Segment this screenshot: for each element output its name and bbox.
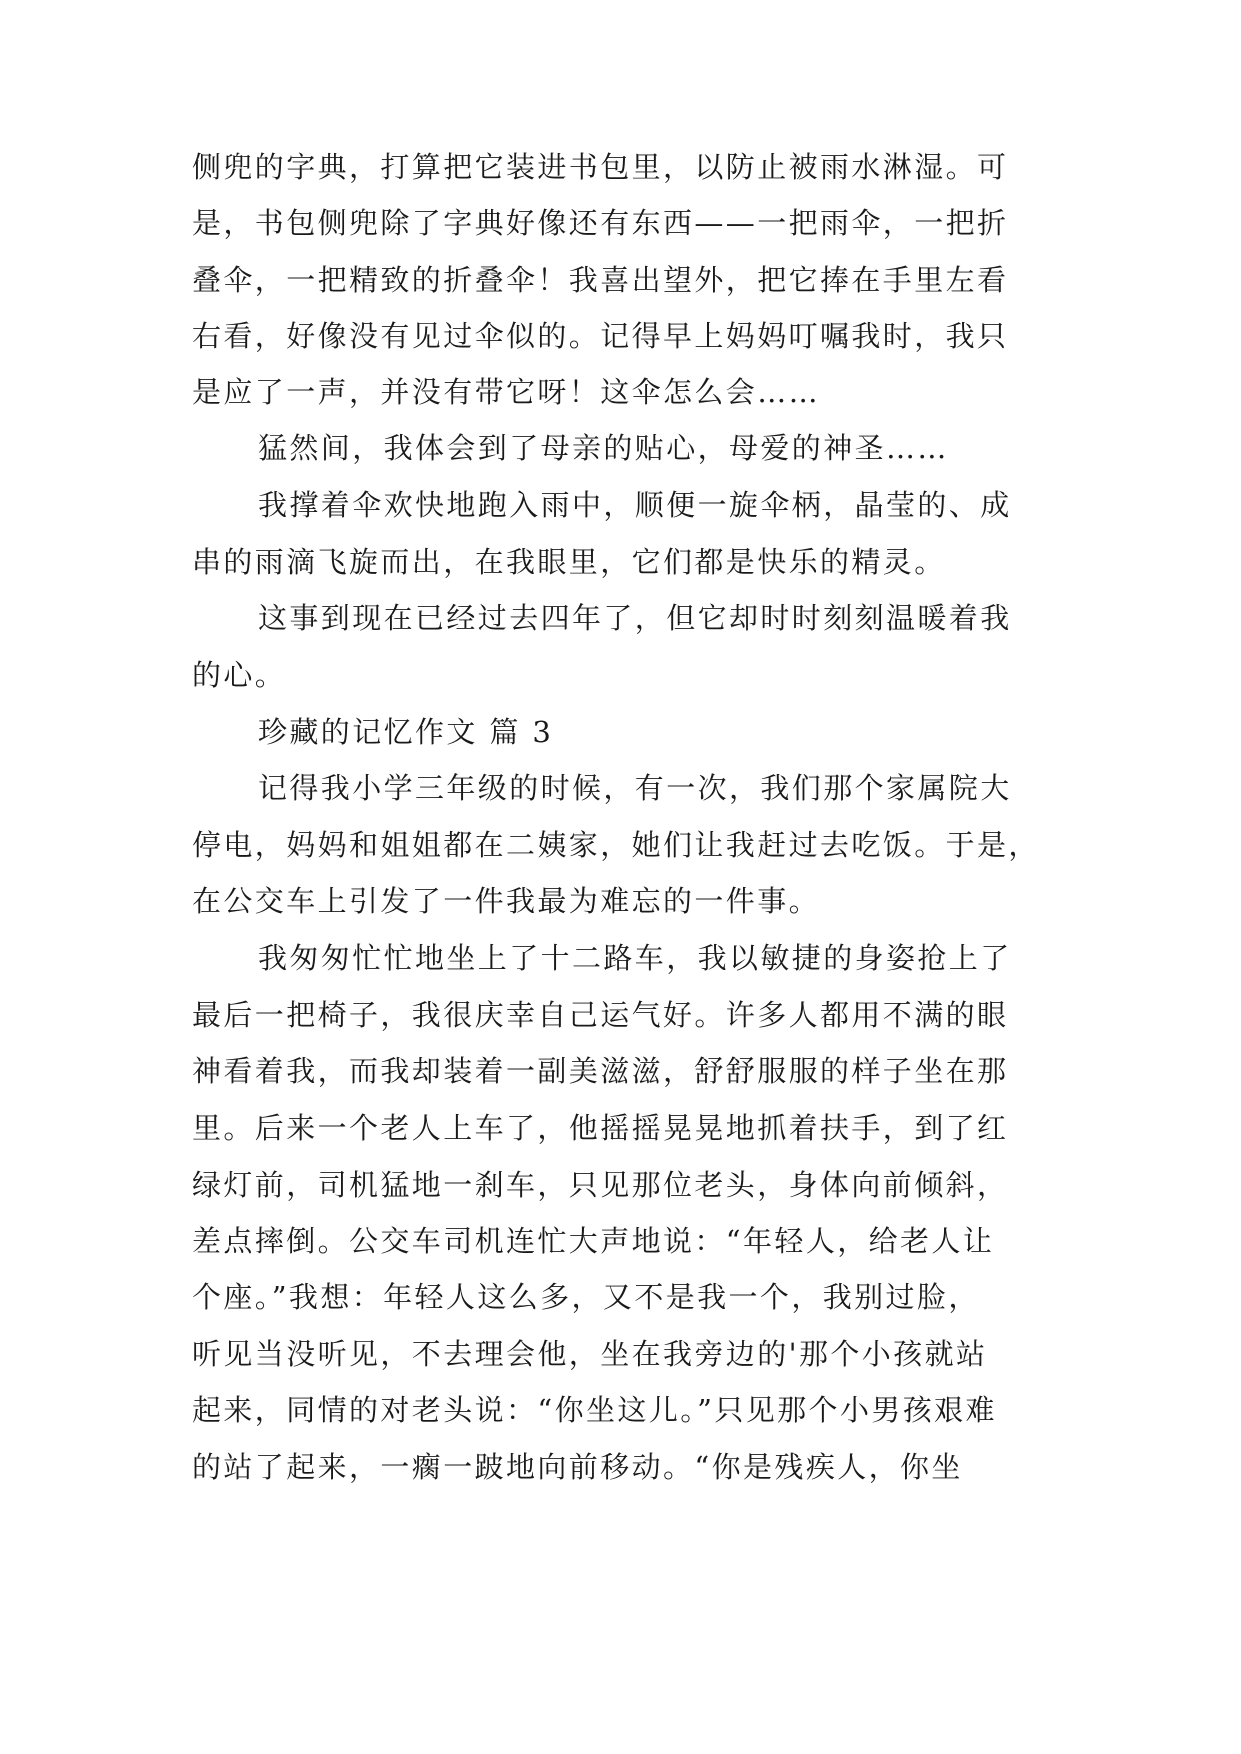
paragraph-line: 停电，妈妈和姐姐都在二姨家，她们让我赶过去吃饭。于是， [192, 828, 1040, 862]
paragraph-line: 差点摔倒。公交车司机连忙大声地说：“年轻人，给老人让 [192, 1224, 995, 1258]
paragraph-line: 我匆匆忙忙地坐上了十二路车，我以敏捷的身姿抢上了 [258, 941, 1012, 975]
paragraph-line: 起来，同情的对老头说：“你坐这儿。”只见那个小男孩艰难 [192, 1393, 997, 1427]
section-heading: 珍藏的记忆作文 篇 3 [258, 715, 554, 749]
paragraph-line: 最后一把椅子，我很庆幸自己运气好。许多人都用不满的眼 [192, 998, 1009, 1032]
paragraph-line: 绿灯前，司机猛地一刹车，只见那位老头，身体向前倾斜， [192, 1168, 1009, 1202]
paragraph-line: 在公交车上引发了一件我最为难忘的一件事。 [192, 884, 821, 918]
paragraph-line: 右看，好像没有见过伞似的。记得早上妈妈叮嘱我时，我只 [192, 319, 1009, 353]
paragraph-line: 叠伞，一把精致的折叠伞！我喜出望外，把它捧在手里左看 [192, 263, 1009, 297]
paragraph-line: 是应了一声，并没有带它呀！这伞怎么会…… [192, 375, 821, 409]
paragraph-line: 里。后来一个老人上车了，他摇摇晃晃地抓着扶手，到了红 [192, 1111, 1009, 1145]
paragraph-line: 的心。 [192, 658, 287, 692]
paragraph-line: 是，书包侧兜除了字典好像还有东西——一把雨伞，一把折 [192, 206, 1009, 240]
paragraph-line: 串的雨滴飞旋而出，在我眼里，它们都是快乐的精灵。 [192, 545, 946, 579]
paragraph-line: 听见当没听见，不去理会他，坐在我旁边的'那个小孩就站 [192, 1337, 988, 1371]
paragraph-line: 这事到现在已经过去四年了，但它却时时刻刻温暖着我 [258, 601, 1012, 635]
paragraph-line: 神看着我，而我却装着一副美滋滋，舒舒服服的样子坐在那 [192, 1054, 1009, 1088]
paragraph-line: 猛然间，我体会到了母亲的贴心，母爱的神圣…… [258, 431, 949, 465]
paragraph-line: 侧兜的字典，打算把它装进书包里，以防止被雨水淋湿。可 [192, 150, 1009, 184]
paragraph-line: 我撑着伞欢快地跑入雨中，顺便一旋伞柄，晶莹的、成 [258, 488, 1012, 522]
paragraph-line: 的站了起来，一瘸一跛地向前移动。“你是残疾人，你坐 [192, 1450, 963, 1484]
paragraph-line: 记得我小学三年级的时候，有一次，我们那个家属院大 [258, 771, 1012, 805]
paragraph-line: 个座。”我想：年轻人这么多，又不是我一个，我别过脸， [192, 1280, 980, 1314]
